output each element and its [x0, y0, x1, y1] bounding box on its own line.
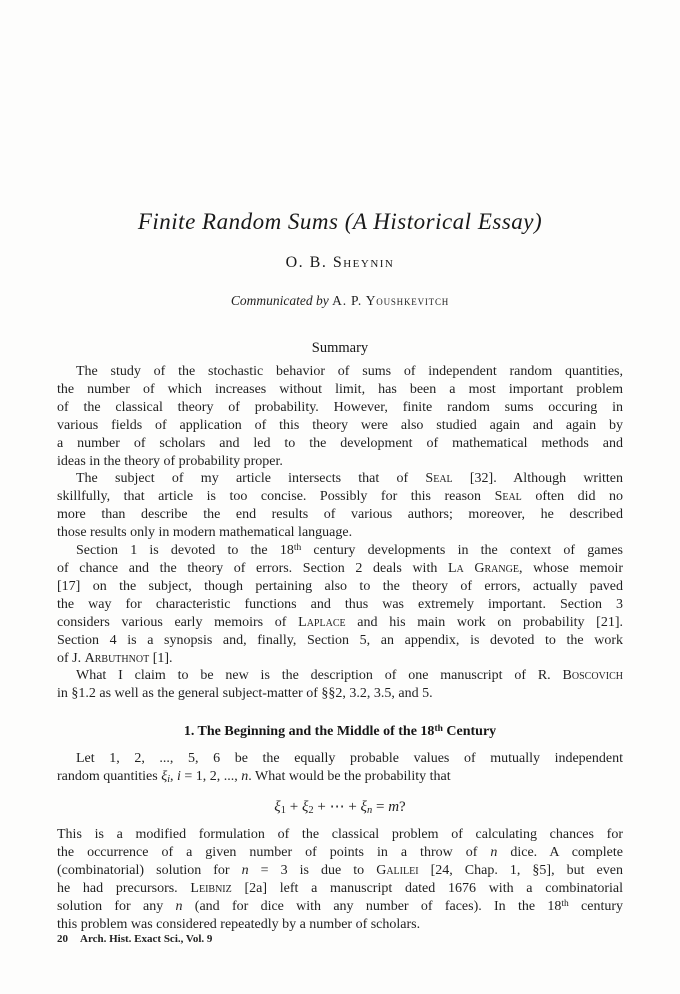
- text-line: [17] on the subject, though pertaining also to the theory of errors, actually paved: [57, 578, 623, 594]
- paper-title: Finite Random Sums (A Historical Essay): [137, 209, 543, 234]
- summary-heading: Summary: [311, 340, 369, 356]
- communicated-editor-name: A. P. Youshkevitch: [332, 293, 450, 308]
- text-line: of the classical theory of probability. However, finite random sums occuring in: [57, 399, 623, 415]
- text-line: The subject of my article intersects that of Seal [32]. Although written: [76, 471, 623, 487]
- text-line: more than describe the end results of various authors; moreover, he described: [57, 507, 623, 523]
- text-line: This is a modified formulation of the classical problem of calculating chances for: [57, 827, 623, 843]
- text-line: ideas in the theory of probability proper.: [57, 453, 283, 469]
- text-line: of chance and the theory of errors. Section 2 deals with La Grange, whose memoir: [57, 560, 624, 576]
- text-line: random quantities $\xi_i$, i = 1, 2, ..., n. What would be the probability that: [57, 769, 451, 786]
- section-1-heading: 1. The Beginning and the Middle of the 18th Century: [183, 724, 497, 740]
- summary-paragraph-1: [57, 363, 623, 470]
- text-line: skillfully, that article is too concise. Possibly for this reason Seal often did no: [57, 489, 624, 505]
- text-line: considers various early memoirs of Laplace and his main work on probability [21].: [57, 614, 623, 630]
- text-line: a number of scholars and led to the development of mathematical methods and: [57, 435, 623, 451]
- text-line: those results only in modern mathematical language.: [57, 525, 353, 541]
- journal-reference: Arch. Hist. Exact Sci., Vol. 9: [80, 933, 213, 946]
- summary-paragraph-3: [57, 542, 623, 667]
- displayed-equation: ξ1 + ξ2 + ⋯ + ξn = m?: [274, 799, 406, 817]
- text-line: in §1.2 as well as the general subject-matter of §§2, 3.2, 3.5, and 5.: [57, 686, 433, 702]
- text-line: the way for characteristic functions and thus was extremely important. Section 3: [57, 596, 623, 612]
- author-name: O. B. Sheynin: [285, 254, 395, 271]
- document-page: [57, 0, 623, 946]
- communicated-prefix: Communicated by: [230, 293, 333, 308]
- text-line: Let 1, 2, ..., 5, 6 be the equally probable values of mutually independent: [76, 751, 623, 767]
- text-line: Section 4 is a synopsis and, finally, Section 5, an appendix, is devoted to the work: [57, 632, 623, 648]
- text-line: he had precursors. Leibniz [2a] left a manuscript dated 1676 with a combinatorial: [57, 880, 623, 896]
- text-line: What I claim to be new is the description of one manuscript of R. Boscovich: [76, 668, 623, 684]
- section-1-body-paragraph: [57, 826, 623, 933]
- text-line: of J. Arbuthnot [1].: [57, 650, 173, 666]
- text-line: The study of the stochastic behavior of sums of independent random quantities,: [76, 364, 623, 379]
- text-line: Section 1 is devoted to the 18th century developments in the context of games: [76, 543, 623, 559]
- summary-paragraph-4: [57, 667, 623, 703]
- page-footer: [57, 933, 623, 946]
- text-line: (combinatorial) solution for n = 3 is due to Galilei [24, Chap. 1, §5], but even: [57, 862, 623, 878]
- communicated-line: [57, 293, 623, 308]
- text-line: the number of which increases without limit, has been a most important problem: [57, 381, 623, 397]
- summary-paragraph-2: [57, 470, 623, 542]
- text-line: various fields of application of this theory were also studied again and again by: [57, 417, 623, 433]
- page-number: 20: [57, 933, 68, 946]
- text-line: the occurrence of a given number of points in a throw of n dice. A complete: [57, 844, 623, 860]
- text-line: solution for any n (and for dice with any number of faces). In the 18th century: [57, 898, 624, 914]
- section-1-intro-paragraph: [57, 750, 623, 786]
- text-line: this problem was considered repeatedly by a number of scholars.: [57, 916, 421, 932]
